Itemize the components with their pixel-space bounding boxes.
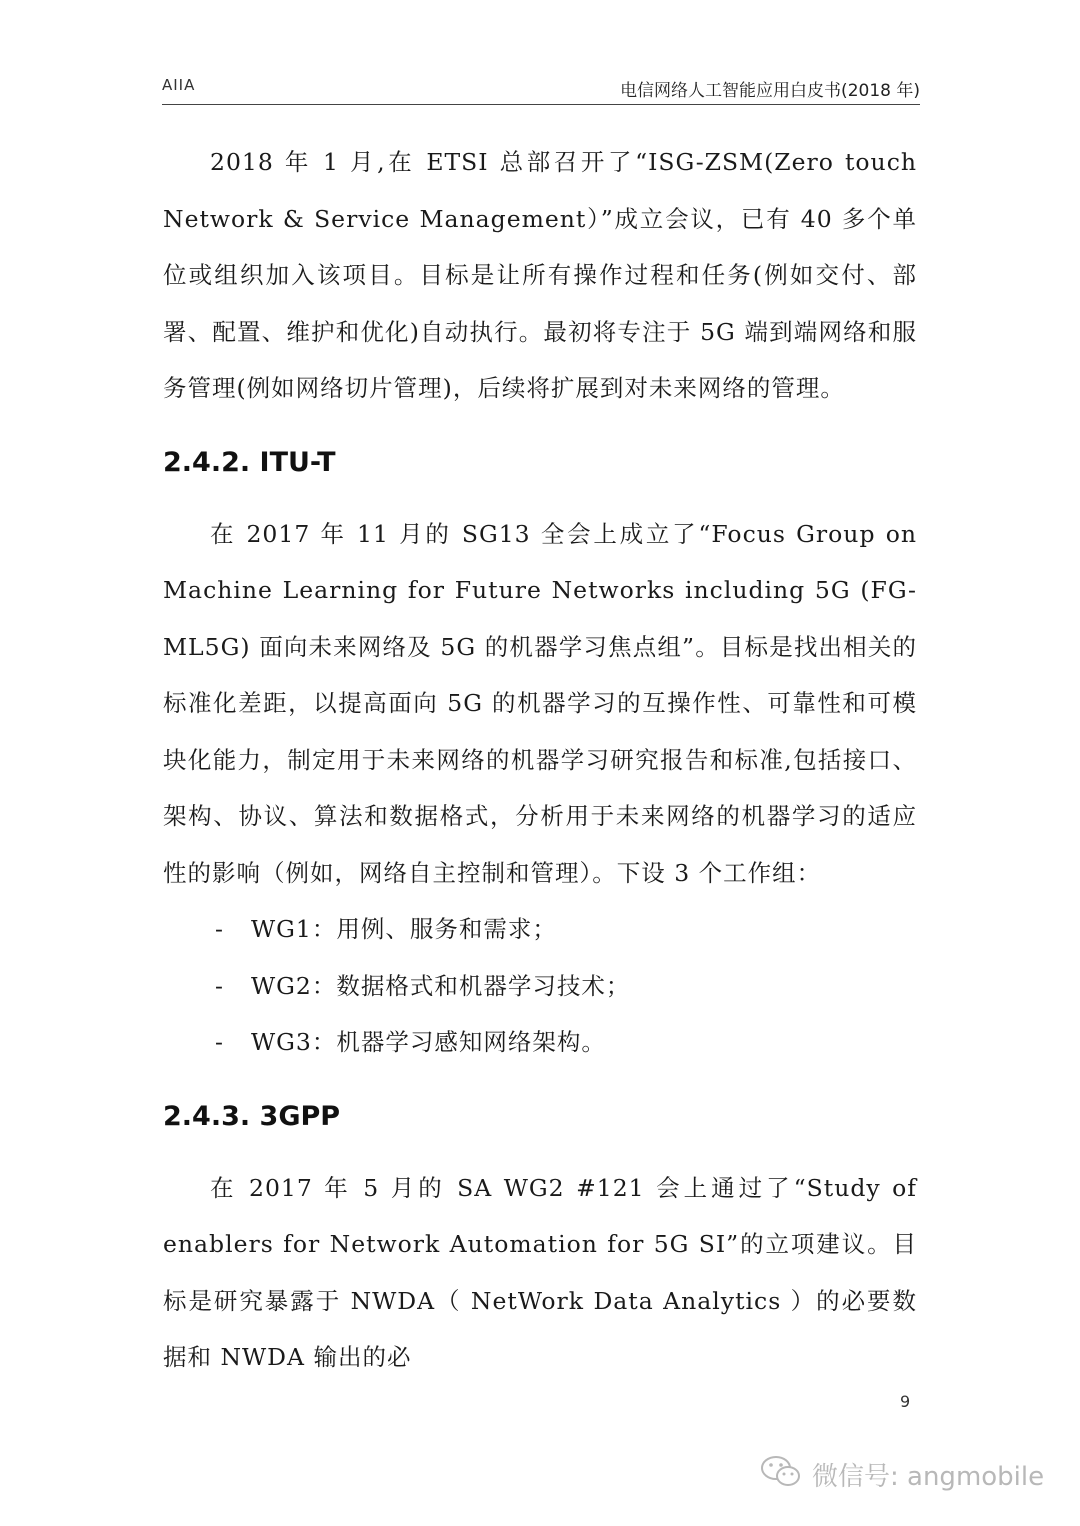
- working-group-list: [163, 901, 917, 1071]
- paragraph-3gpp: 在 2017 年 5 月的 SA WG2 #121 会上通过了“Study of enablers for Network Automation for 5G SI”的立项建议。目标是研究暴露于 NWDA（ NetWork Data Analytics ）的必要数据和 NWDA 输出的必: [163, 1173, 917, 1371]
- list-item-text: WG3：机器学习感知网络架构。: [251, 1028, 606, 1056]
- wechat-icon: [760, 1453, 802, 1496]
- page-header: [162, 70, 920, 105]
- page-content: [163, 134, 917, 1386]
- section-heading-3gpp: 2.4.3. 3GPP: [163, 1100, 341, 1132]
- watermark-text: 微信号: angmobile: [812, 1461, 1045, 1492]
- document-title: 电信网络人工智能应用白皮书(2018 年): [620, 81, 920, 101]
- list-dash: -: [215, 971, 224, 1000]
- list-item: [163, 958, 917, 1015]
- page-number: 9: [900, 1392, 911, 1411]
- paragraph-etsi-zsm: 2018 年 1 月,在 ETSI 总部召开了“ISG-ZSM(Zero touch Network & Service Management）”成立会议，已有 40 多个单位或组织加入该项目。目标是让所有操作过程和任务(例如交付、部署、配置、维护和优化)自动执行。最初将专注于 5G 端到端网络和服务管理(例如网络切片管理)，后续将扩展到对未来网络的管理。: [163, 148, 917, 402]
- list-item-text: WG1：用例、服务和需求；: [251, 915, 557, 943]
- list-item: [163, 1014, 917, 1071]
- list-item-text: WG2：数据格式和机器学习技术；: [251, 971, 631, 1000]
- list-dash: -: [215, 1028, 224, 1056]
- section-heading-itu-t: 2.4.2. ITU-T: [163, 446, 336, 478]
- aiia-logo: AIIA: [162, 76, 196, 94]
- list-item: [163, 901, 917, 958]
- paragraph-itu-t: 在 2017 年 11 月的 SG13 全会上成立了“Focus Group on Machine Learning for Future Networks including 5G (FG-ML5G) 面向未来网络及 5G 的机器学习焦点组”。目标是找出相关的标准化差距，以提高面向 5G 的机器学习的互操作性、可靠性和可模块化能力，制定用于未来网络的机器学习研究报告和标准,包括接口、架构、协议、算法和数据格式，分析用于未来网络的机器学习的适应性的影响（例如，网络自主控制和管理）。下设 3 个工作组：: [163, 519, 917, 887]
- list-dash: -: [215, 915, 224, 943]
- wechat-watermark: [760, 1454, 1044, 1494]
